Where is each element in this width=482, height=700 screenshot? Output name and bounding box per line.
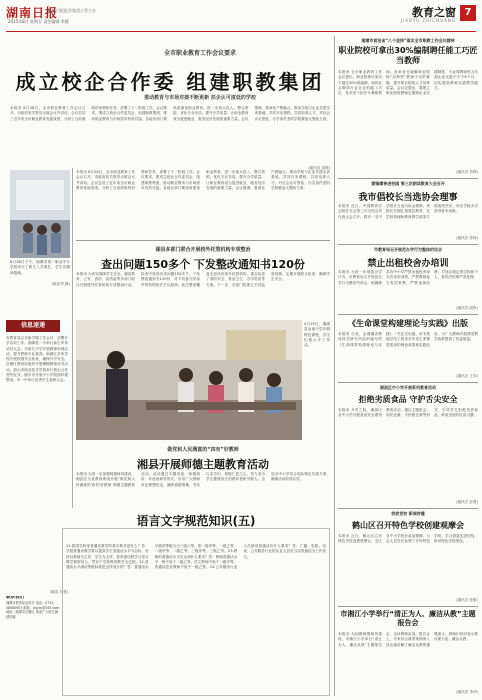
r7-byline: (通讯员 李华) [456,690,478,694]
lead-byline: (通讯员 刘辉) [308,166,330,170]
right-rule-3 [338,314,478,315]
r2-body: 本报讯 近日，中国教育学会校长分会第三次全国会员代表大会召开，我市一名中学校长当选为协会理事。该校长长期扎根基层教育，在学校管理和教育教学改革方面成绩突出，所在学校多次获得省市表彰。 [338,204,478,219]
right-column-divider [334,36,335,696]
lead-photo-byline: (陈忠华 摄) [51,282,70,286]
r1-body: 本报讯 全市职业教育工作会议提出，职业院校可拿出不超过30%的编制，面向社会聘请行业企业的能工巧匠、技术骨干担任专兼职教师。此举旨在破解职业院校“双师型”教师不足的难题，提升职业院校人才培养质量。会议还提出，要建立职业院校教师定期到企业实践制度，专业课教师每五年到企业实践不少于6个月，切实提高教师实践教学能力。 [338,70,478,96]
newspaper-logo: 湖南日报 [6,6,59,20]
lead-body: 本报讯 8月28日，全市职业教育工作会议召开。市政府有关领导出席会议并讲话。会议总结了近年来全市职业教育发展成绩，分析了当前面临的形势和任务，部署了下一阶段工作。会议要求，要成立校企合作委员会，组建职教集团，推动职业教育与市场需求有效对接。各地各部门要高度重视职业教育，进一步加大投入，整合资源，优化专业布局，提升办学质量，让职业教育成为促进就业、服务经济发展的重要力量。会议强调，要深化产教融合，推动学校与企业共建实训基地，共同开发课程，共同培养人才。对社会认可度低、办学条件差的学校要加大整改力度。 [10,106,330,121]
masthead-rule [6,31,476,32]
r5-body: 本报讯 开学之际，湘滨区各中小学开展食品安全系列教育活动，通过主题班会、知识竞赛、手抄报比赛等形式，引导学生拒绝劣质食品，养成良好的饮食习惯。 [338,408,478,418]
language-headline: 语言文字规范知识(五) [136,514,256,528]
news-brief-label: 信息速递 [6,320,60,332]
right-rule-5 [338,508,478,509]
language-body: 21.我国学校里普通话教学的基本要求是什么？答：学校普通话教学要以提高学生普通话水平为目标，坚持以教师为主导、学生为主体，将普通话教学与语文教学紧密结合，贯穿于学校教育教学全过程。22.普通话水平测试等级标准是怎样划分的？答：普通话水平测试等级分为三级六等，即一级甲等、一级乙等、二级甲等、二级乙等、三级甲等、三级乙等。23.教师的普通话水平应达到什么要求？答：教师普通话水平一般不低于二级乙等，语文教师不低于二级甲等，普通话语音教师不低于一级乙等。24.公共服务行业人员使用普通话有什么要求？答：广播、电影、电视、公共服务行业的从业人员应当以普通话为工作语言。 [66,544,326,570]
classroom-photo [76,320,302,440]
masthead [6,4,476,30]
right-rule-1 [338,178,478,179]
r5-headline: 拒绝劣质食品 守护舌尖安全 [358,395,458,404]
r5-byline: (通讯员 彭勇) [456,500,478,504]
r1-headline: 职业院校可拿出30%编制聘任能工巧匠当教师 [338,46,478,65]
lead-headline: 成立校企合作委 组建职教集团 [15,70,325,94]
r2-kicker: 雷锋精神进校园 第三次朗读教育大会召开 [371,181,445,186]
campaign-headline: 湘县开展师德主题教育活动 [137,458,269,471]
contact-body: 湘潭市教育局宣传办 电话：0731-58580957 邮箱：xtjyxc@163.com 地址：湘潭市岳塘区 欢迎广大师生踊跃投稿 [6,600,60,620]
lead-kicker: 全市职业教育工作会议要求 [163,50,236,57]
r5-kicker: 湘滨区中小学开展系列教育活动 [380,385,436,390]
right-rule-6 [338,606,478,607]
masthead-info: 湖南日报报业集团主管主办 [48,8,96,13]
r3-body: 本报讯 为进一步规范办学行为，市教育局召开规范办学行为整体约谈会，明确要求各中小学严禁出租校舍举办各类培训班，严禁教师参与有偿家教，严禁违规收费。对违反规定的学校和个人，将依法依规严肃处理。 [338,270,478,285]
column-divider [72,168,73,508]
section-rule [76,240,330,241]
enrollment-kicker: 湖县多部门联合开展校外托管机构专项整治 [155,247,251,253]
lead-photo [10,170,70,258]
r2-headline: 我市倡校长当选协会理事 [358,193,458,203]
right-rule-2 [338,244,478,245]
section-title: 教育之窗 [412,6,456,19]
enrollment-headline: 查出问题150多个 下发整改通知书120份 [101,258,305,271]
contact-title: 联系我们 [6,596,24,600]
campaign-body: 本报讯 为进一步加强师德师风建设，湘县在全县教育系统开展“做党和人民满意的‘四有’好教师”师德主题教育活动。活动通过专题讲座、师德演讲、评选表彰等形式，引导广大教师坚定理想信念，涵养道德情操，夯实扎实学识，厚植仁爱之心，努力成为学生健康成长的指导者和引路人。全县各中小学结合实际制定实施方案，确保活动取得实效。 [76,472,330,487]
enrollment-body: 本报讯 为切实保障学生安全，湖县教育、公安、消防、食药监等多部门联合开展校外托管机构专项整治行动。检查中发现各类问题150多个，下发整改通知书120份，对不具备办学条件的机构依法予以取缔。此次整治覆盖全县所有校外托管机构，重点检查了消防安全、食品卫生、办学资质等方面。下一步，各部门将建立长效监管机制，定期开展联合检查，确保学生安全。 [76,272,330,287]
r6-body: 本报讯 近日，鹤山区召开特色学校创建观摩会，全区各中小学校长参加观摩。与会人员先后参观了多所特色学校，学习借鉴先进经验，推动特色学校建设。 [338,534,478,544]
campaign-kicker: 做党和人民满意的“四有”好教师 [167,447,239,453]
news-brief-body: 市教育局召开新学期工作会议，部署开学各项工作。湘潭县一中举行新生军训动员大会。市第九中学开展教师培训活动，提升教师专业素养。雨湖区多所学校开展校园安全检查，确保开学安全。岳塘区教育局组织开展暑期教师读书活动。韶山市职业技术学校举行校企合作签约仪式。湘乡市开展中小学校园环境整治。市一中举行优秀学生表彰大会。 [6,336,68,383]
page-number: 7 [460,5,476,21]
lead-photo-caption: 8月28日下午，湘潭市第一职业中专学校举行了新生入学典礼，学生们精神饱满。 [10,260,70,275]
r3-kicker: 市教育局召开规范办学行为整体约谈会 [374,247,442,252]
r3-headline: 禁止出租校舍办培训 [367,259,449,269]
section-subtitle: JIAOYU ZHICHUANG [400,18,456,23]
r7-headline: 市湘江小学举行“清正为人、廉洁从教”主题报告会 [340,610,476,627]
contact-box [6,596,60,696]
r4-headline: 《生命课堂构建理论与实践》出版 [348,319,468,328]
lead-subtitle: 推动教育与市场对接不断更新 扶企认可度低的学校 [144,95,256,101]
r4-body: 本报讯 日前，由湘潭市教育科学研究所组织编写的《生命课堂构建理论与实践》一书正式出版。该书系统总结了我市多年来生命课堂建设的理论成果和实践经验，为广大教师开展课堂教学改革提供了有益借鉴。 [338,332,478,347]
r1-kicker: 湘潭市首批省“八个坚持”落实全市职教工作会议精神 [361,38,455,43]
r3-byline: (通讯员 段琪) [456,306,478,310]
r1-byline: (通讯员 刘辉) [456,170,478,174]
lead-body-continued: 本报讯 8月28日，全市职业教育工作会议召开。市政府有关领导出席会议并讲话。会议总结了近年来全市职业教育发展成绩，分析了当前面临的形势和任务，部署了下一阶段工作。会议要求，要成立校企合作委员会，组建职教集团，推动职业教育与市场需求有效对接。各地各部门要高度重视职业教育，进一步加大投入，整合资源，优化专业布局，提升办学质量，让职业教育成为促进就业、服务经济发展的重要力量。会议强调，要深化产教融合，推动学校与企业共建实训基地，共同开发课程，共同培养人才。对社会认可度低、办学条件差的学校要加大整改力度。 [76,170,330,190]
r6-byline: (通讯员 张敏) [456,598,478,602]
r6-headline: 鹤山区召开特色学校创建观摩会 [352,521,464,530]
r7-body: 本报讯 为加强师德师风建设，市湘江小学举行“清正为人、廉洁从教”主题报告会，全体教师参加。报告会上，专家结合典型案例深入浅出地讲解了廉洁从教的重要意义，教师们纷纷表示要以案为鉴，廉洁从教。 [338,632,478,647]
classroom-photo-caption: 4月29日，湘潭县金南中学开展特色课程，学生们展示手工作品。 [304,322,330,348]
issue-date: 2015年8月 星期五 责任编辑:李健 [8,19,69,24]
news-brief-byline: (陈春 吴勇) [49,590,68,594]
r2-byline: (通讯员 曾林) [456,236,478,240]
right-rule-4 [338,382,478,383]
r4-byline: (通讯员 王芳) [456,374,478,378]
r6-kicker: 我家党校 新城传播 [391,511,425,516]
